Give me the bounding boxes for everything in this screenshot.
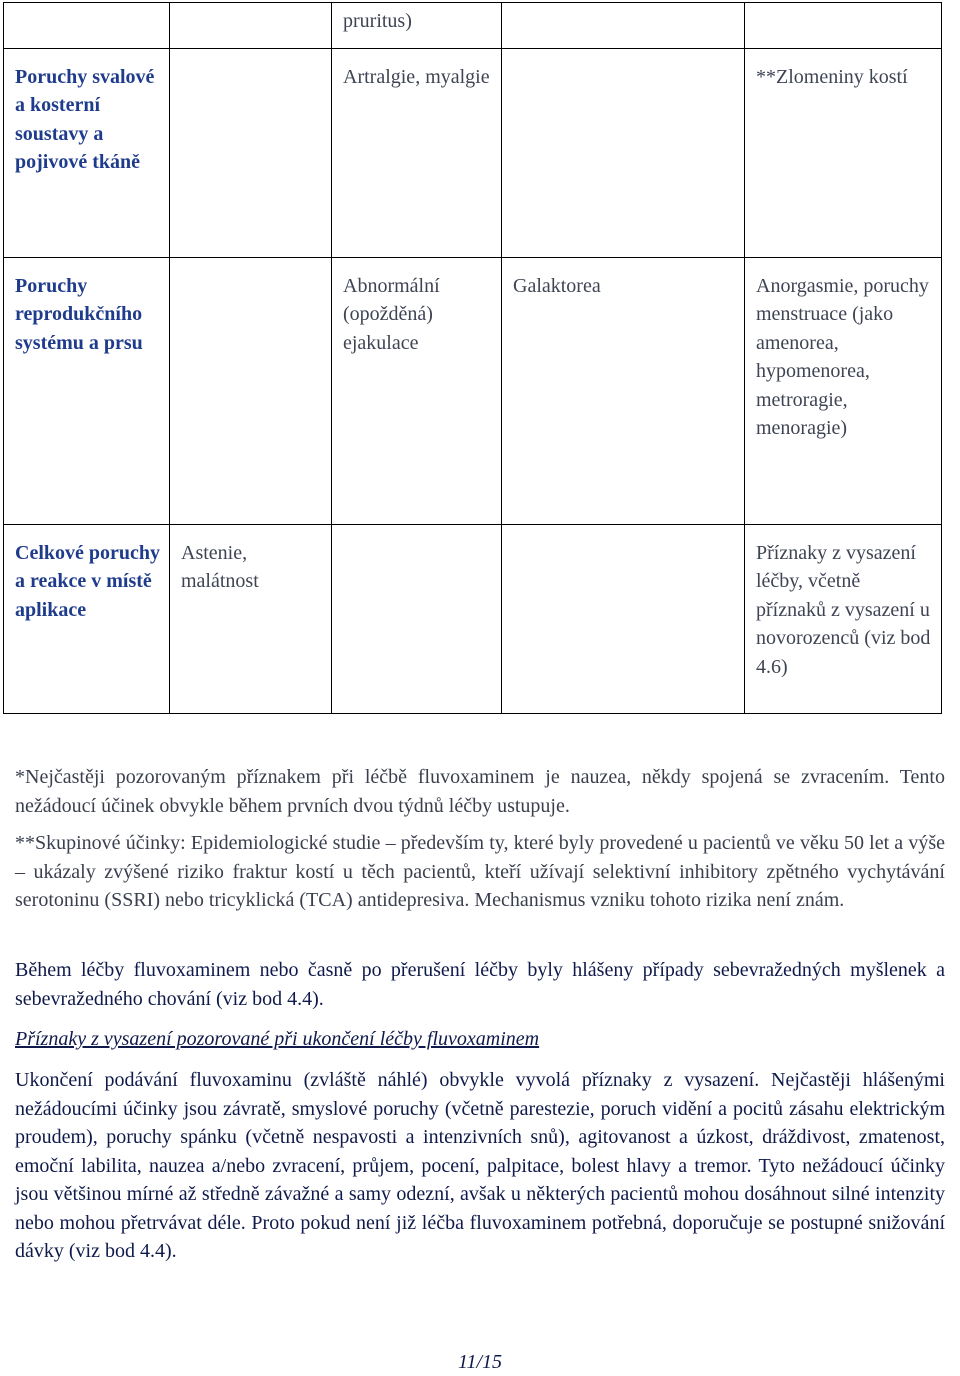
suicidality-paragraph: Během léčby fluvoxaminem nebo časně po přerušení léčby byly hlášeny případy sebevražedných myšlenek a sebevražedného chování (viz bod 4.4). bbox=[15, 959, 945, 1010]
table-cell: Artralgie, myalgie bbox=[332, 48, 502, 257]
table-cell bbox=[170, 3, 332, 49]
adverse-effects-table bbox=[3, 2, 942, 714]
table-cell bbox=[502, 524, 745, 713]
table-cell: Příznaky z vysazení léčby, včetně příznaků z vysazení u novorozenců (viz bod 4.6) bbox=[745, 524, 942, 713]
table-row bbox=[4, 3, 942, 49]
table-cell-soc: Poruchy reprodukčního systému a prsu bbox=[4, 257, 170, 524]
table-cell-soc: Poruchy svalové a kosterní soustavy a pojivové tkáně bbox=[4, 48, 170, 257]
table-cell bbox=[170, 48, 332, 257]
table-cell: pruritus) bbox=[332, 3, 502, 49]
table-cell: Abnormální (opožděná) ejakulace bbox=[332, 257, 502, 524]
table-cell: Astenie, malátnost bbox=[170, 524, 332, 713]
table-cell bbox=[502, 48, 745, 257]
table-cell-soc: Celkové poruchy a reakce v místě aplikace bbox=[4, 524, 170, 713]
withdrawal-heading: Příznaky z vysazení pozorované při ukončení léčby fluvoxaminem bbox=[15, 1028, 540, 1050]
withdrawal-paragraph: Ukončení podávání fluvoxaminu (zvláště náhlé) obvykle vyvolá příznaky z vysazení. Nejčastěji hlášenými nežádoucími účinky jsou závratě, smyslové poruchy (včetně parestezie, poruch vidění a pocitů zásahu elektrickým proudem), poruchy spánku (včetně nespavosti a intenzivních snů), agitovanost a úzkost, dráždivost, zmatenost, emoční labilita, nauzea a/nebo zvracení, průjem, pocení, palpitace, bolest hlavy a tremor. Tyto nežádoucí účinky jsou většinou mírné až středně závažné a samy odezní, avšak u některých pacientů mohou dosáhnout silné intenzity nebo mohou přetrvávat déle. Proto pokud není již léčba fluvoxaminem potřebná, doporučuje se postupné snižování dávky (viz bod 4.4). bbox=[15, 1069, 945, 1262]
table-row bbox=[4, 48, 942, 257]
table-row bbox=[4, 257, 942, 524]
table-cell-soc bbox=[4, 3, 170, 49]
table-cell bbox=[332, 524, 502, 713]
table-row bbox=[4, 524, 942, 713]
page-number: 11/15 bbox=[457, 1351, 503, 1373]
footnote-double-asterisk: **Skupinové účinky: Epidemiologické studie – především ty, které byly provedené u pacientů ve věku 50 let a výše – ukázaly zvýšené riziko fraktur kostí u těch pacientů, kteří užívají selektivní inhibitory zpětného vychytávání serotoninu (SSRI) nebo tricyklická (TCA) antidepresiva. Mechanismus vzniku tohoto rizika není znám. bbox=[15, 832, 945, 911]
table-cell: Galaktorea bbox=[502, 257, 745, 524]
table-cell bbox=[745, 3, 942, 49]
table-cell bbox=[170, 257, 332, 524]
table-cell: **Zlomeniny kostí bbox=[745, 48, 942, 257]
table-cell: Anorgasmie, poruchy menstruace (jako amenorea, hypomenorea, metroragie, menoragie) bbox=[745, 257, 942, 524]
footnote-single-asterisk: *Nejčastěji pozorovaným příznakem při léčbě fluvoxaminem je nauzea, někdy spojená se zvracením. Tento nežádoucí účinek obvykle během prvních dvou týdnů léčby ustupuje. bbox=[15, 766, 945, 817]
table-cell bbox=[502, 3, 745, 49]
